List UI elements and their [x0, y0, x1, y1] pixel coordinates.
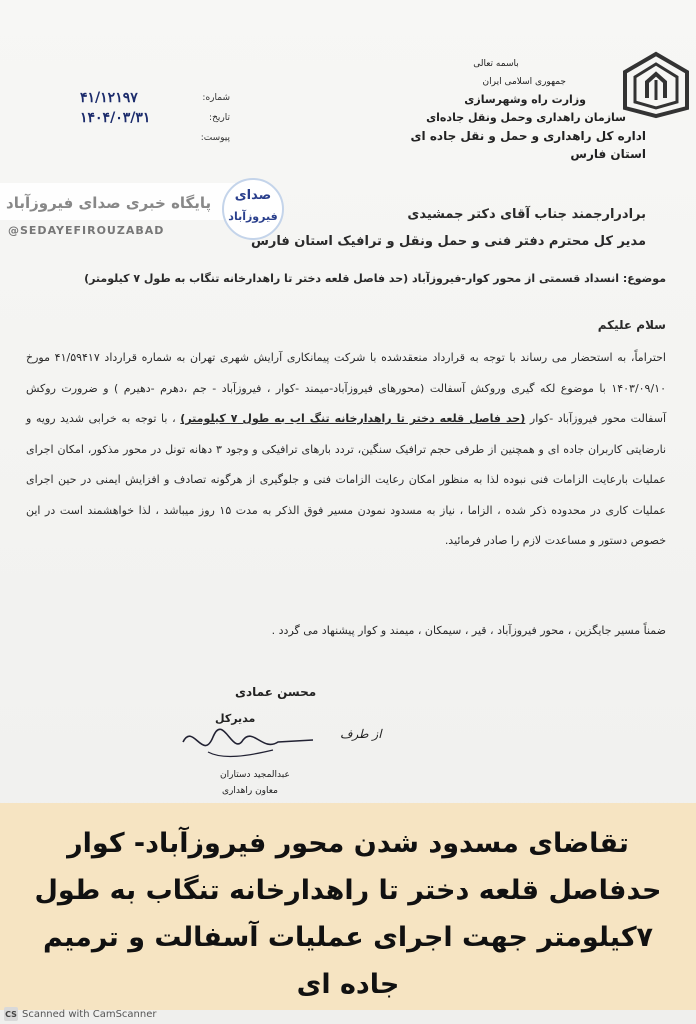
- letterhead: [386, 55, 646, 163]
- watermark-title: پایگاه خبری صدای فیروزآباد: [6, 194, 212, 212]
- reference-number-label: شماره:: [202, 93, 230, 103]
- alternate-routes-note: ضمناً مسیر جایگزین ، محور فیروزآباد ، قیر ، سیمکان ، میمند و کوار پیشنهاد می گردد .: [271, 624, 666, 637]
- paragraph-part-2: ، با توجه به خرابی شدید رویه و نارضایتی کاربران جاده ای و همچنین از طرفی حجم ترافیک سنگین، تردد بارهای ترافیکی و وجود ۳ دهانه تونل در محور مذکور، امکان اجرای عملیات بارعایت الزامات فنی نبوده لذا به منظور امکان رعایت الزامات فنی و جلوگیری از هرگونه تصادف و افزایش ایمنی در حین اجرای عملیات کاری در محدوده ذکر شده ، الزاما ، نیاز به مسدود نمودن مسیر فوق الذکر به مدت ۱۵ روز میباشد ، لذا خواهشمند است در این خصوص دستور و مساعدت لازم را صادر فرمائید.: [26, 412, 667, 547]
- reference-date-label: تاریخ:: [209, 113, 230, 123]
- letter-subject: موضوع: انسداد قسمتی از محور کوار-فیروزآباد (حد فاصل قلعه دختر تا راهدارخانه تنگاب به طول ۷ کیلومتر): [84, 272, 666, 285]
- scanner-footer: [4, 1006, 157, 1022]
- on-behalf-text: از طرف: [340, 727, 382, 741]
- camscanner-icon: CS: [4, 1007, 18, 1021]
- paragraph-part-1: احتراماً، به استحضار می رساند با توجه به قرارداد منعقدشده با شرکت پیمانکاری آرایش شهری تهران به شماره قرارداد ۴۱/۵۹۴۱۷ مورخ ۱۴۰۳/۰۹/۱۰ با موضوع لکه گیری وروکش آسفالت (محورهای فیروزآباد-میمند -کوار ، فیروزآباد - جم ،دهرم -دهیرم ) و ضرورت روکش آسفالت محور فیروزآباد -کوار: [26, 351, 667, 425]
- watermark-handle: @SEDAYEFIROUZABAD: [8, 224, 165, 237]
- badge-top-text: صدای: [234, 188, 272, 203]
- reference-date-value: ۱۴۰۴/۰۳/۳۱: [80, 110, 151, 126]
- badge-bottom-text: فیروزآباد: [228, 210, 278, 223]
- reference-attachment-label: پیوست:: [200, 133, 230, 143]
- organization-text: سازمان راهداری وحمل ونقل جاده‌ای: [426, 111, 626, 124]
- signer-title: مدیرکل: [215, 712, 256, 725]
- bismillah-text: باسمه تعالی: [473, 59, 519, 69]
- letter-salutation: سلام علیکم: [597, 318, 666, 332]
- reference-block: [80, 88, 230, 148]
- scanner-text: Scanned with CamScanner: [22, 1008, 157, 1020]
- paragraph-highlight: (حد فاصل قلعه دختر تا راهدارخانه تنگ اب به طول ۷ کیلومتر): [180, 412, 526, 425]
- reference-date-row: [80, 108, 230, 128]
- reference-number-row: [80, 88, 230, 108]
- deputy-name: عبدالمجید دستاران: [220, 770, 290, 780]
- ministry-text: وزارت راه وشهرسازی: [464, 93, 586, 106]
- signer-name: محسن عمادی: [235, 685, 317, 699]
- letter-paragraph: [26, 343, 666, 557]
- deputy-title: معاون راهداری: [222, 786, 278, 796]
- handwritten-signature-icon: [178, 712, 318, 772]
- addressee-line-1: برادرارجمند جناب آقای دکتر جمشیدی: [407, 207, 646, 222]
- addressee-line-2: مدیر کل محترم دفتر فنی و حمل ونقل و ترافیک استان فارس: [250, 234, 646, 249]
- republic-text: جمهوری اسلامی ایران: [482, 77, 566, 87]
- headline-text: تقاضای مسدود شدن محور فیروزآباد- کوار حدفاصل قلعه دختر تا راهدارخانه تنگاب به طول ۷کیلومتر جهت اجرای عملیات آسفالت و ترمیم جاده ای: [34, 828, 662, 1000]
- reference-attachment-row: [80, 128, 230, 148]
- office-text: اداره کل راهداری و حمل و نقل جاده ای استان فارس: [410, 129, 646, 161]
- reference-number-value: ۴۱/۱۲۱۹۷: [80, 90, 138, 106]
